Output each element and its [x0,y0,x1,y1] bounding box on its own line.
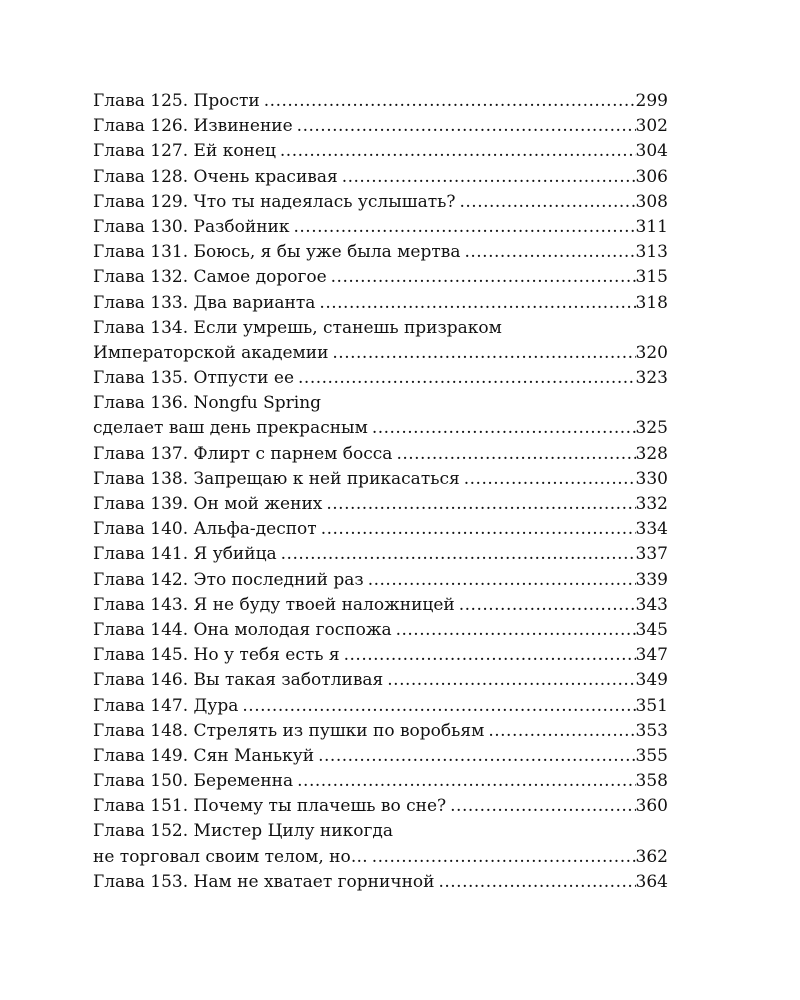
toc-line [93,568,668,593]
toc-entry [93,593,668,618]
toc-line [93,542,668,567]
toc-page-number: 320 [635,342,668,363]
toc-entry [93,643,668,668]
toc-line [93,442,668,467]
toc-page-number: 353 [635,720,668,741]
dot-leader [242,694,635,719]
toc-entry [93,316,668,366]
dot-leader [326,492,635,517]
toc-entry [93,719,668,744]
toc-entry-title: Глава 131. Боюсь, я бы уже была мертва [93,242,461,263]
toc-entry [93,668,668,693]
toc-entry [93,215,668,240]
toc-page-number: 302 [635,116,668,137]
toc-entry-title: Глава 151. Почему ты плачешь во сне? [93,796,447,817]
dot-leader [368,568,636,593]
toc-line [93,215,668,240]
toc-page-number: 355 [635,745,668,766]
toc-page-number: 349 [635,670,668,691]
toc-line [93,618,668,643]
toc-entry [93,190,668,215]
toc-entry [93,265,668,290]
toc-line [93,391,668,416]
dot-leader [297,114,636,139]
toc-entry [93,391,668,441]
dot-leader [297,769,635,794]
toc-entry-title: не торговал своим телом, но… [93,846,368,867]
toc-entry-title: Глава 143. Я не буду твоей наложницей [93,594,455,615]
toc-page-number: 360 [635,796,668,817]
toc-entry-title: Глава 133. Два варианта [93,292,316,313]
toc-entry-title: Глава 141. Я убийца [93,544,277,565]
dot-leader [387,668,635,693]
toc-line [93,114,668,139]
table-of-contents [93,89,668,895]
toc-line [93,744,668,769]
toc-entry-title: Глава 150. Беременна [93,771,294,792]
toc-entry [93,89,668,114]
toc-entry-title: Глава 138. Запрещаю к ней прикасаться [93,468,460,489]
toc-entry [93,819,668,869]
toc-line [93,366,668,391]
toc-page-number: 334 [635,519,668,540]
toc-entry-title: Глава 130. Разбойник [93,216,290,237]
toc-line [93,819,668,844]
toc-page-number: 330 [635,468,668,489]
toc-entry-title: Глава 152. Мистер Цилу никогда [93,821,393,842]
dot-leader [459,593,636,618]
toc-page-number: 306 [635,166,668,187]
toc-entry [93,165,668,190]
dot-leader [319,291,635,316]
toc-entry [93,291,668,316]
toc-line [93,265,668,290]
toc-line [93,190,668,215]
toc-line [93,694,668,719]
toc-line [93,291,668,316]
toc-line [93,719,668,744]
toc-entry-title: сделает ваш день прекрасным [93,418,368,439]
toc-page-number: 362 [635,846,668,867]
toc-line [93,139,668,164]
toc-entry [93,114,668,139]
toc-line [93,89,668,114]
dot-leader [298,366,636,391]
toc-line [93,643,668,668]
toc-page-number: 328 [635,443,668,464]
toc-entry-title: Глава 129. Что ты надеялась услышать? [93,191,456,212]
toc-page-number: 364 [635,871,668,892]
dot-leader [344,643,636,668]
toc-entry-title: Глава 147. Дура [93,695,239,716]
toc-entry [93,442,668,467]
toc-page-number: 339 [635,569,668,590]
dot-leader [321,517,636,542]
toc-entry [93,694,668,719]
toc-page-number: 345 [635,619,668,640]
toc-page-number: 351 [635,695,668,716]
toc-entry [93,769,668,794]
toc-entry-title: Глава 142. Это последний раз [93,569,364,590]
toc-page-number: 332 [635,494,668,514]
toc-entry-title: Глава 137. Флирт с парнем босса [93,443,393,464]
dot-leader [438,870,635,895]
toc-line [93,416,668,441]
dot-leader [294,215,636,240]
toc-line [93,492,668,517]
toc-entry-title: Глава 146. Вы такая заботливая [93,670,384,691]
toc-page-number: 343 [635,594,668,615]
toc-line [93,845,668,870]
toc-page-number: 299 [635,91,668,111]
toc-entry [93,542,668,567]
toc-page-number: 313 [635,242,668,263]
dot-leader [332,341,635,366]
toc-entry-title: Глава 135. Отпусти ее [93,368,295,389]
toc-page-number: 347 [635,645,668,666]
toc-line [93,240,668,265]
toc-page-number: 337 [635,544,668,565]
toc-line [93,467,668,492]
toc-entry-title: Глава 128. Очень красивая [93,166,338,187]
toc-page-number: 318 [635,292,668,313]
dot-leader [318,744,635,769]
toc-line [93,517,668,542]
toc-entry [93,366,668,391]
toc-page-number: 358 [635,771,668,792]
toc-entry [93,618,668,643]
toc-page-number: 325 [635,418,668,439]
toc-entry [93,467,668,492]
toc-entry-title: Глава 126. Извинение [93,116,293,137]
toc-entry-title: Глава 132. Самое дорогое [93,267,327,288]
dot-leader [396,618,636,643]
toc-entry-title: Глава 134. Если умрешь, станешь призраком [93,317,502,338]
dot-leader [464,240,635,265]
toc-line [93,794,668,819]
toc-entry [93,870,668,895]
dot-leader [464,467,636,492]
dot-leader [281,542,636,567]
dot-leader [264,89,636,114]
toc-page-number: 323 [635,368,668,389]
toc-page-number: 315 [635,267,668,288]
toc-entry-title: Глава 149. Сян Манькуй [93,745,315,766]
dot-leader [280,139,636,164]
toc-entry-title: Глава 153. Нам не хватает горничной [93,871,435,892]
toc-entry-title: Глава 125. Прости [93,91,260,111]
toc-entry [93,492,668,517]
toc-entry [93,517,668,542]
toc-entry-title: Императорской академии [93,342,329,363]
toc-entry-title: Глава 136. Nongfu Spring [93,393,322,414]
toc-line [93,769,668,794]
toc-page-number: 304 [635,141,668,162]
toc-entry [93,568,668,593]
dot-leader [459,190,635,215]
toc-line [93,668,668,693]
dot-leader [331,265,636,290]
toc-entry-title: Глава 145. Но у тебя есть я [93,645,340,666]
toc-line [93,870,668,895]
toc-entry-title: Глава 127. Ей конец [93,141,276,162]
toc-line [93,165,668,190]
toc-page-number: 311 [635,216,668,237]
toc-line [93,593,668,618]
toc-entry-title: Глава 144. Она молодая госпожа [93,619,392,640]
dot-leader [396,442,635,467]
toc-entry-title: Глава 148. Стрелять из пушки по воробьям [93,720,485,741]
toc-entry [93,139,668,164]
dot-leader [450,794,635,819]
toc-page-number: 308 [635,191,668,212]
dot-leader [372,416,636,441]
dot-leader [372,845,636,870]
toc-entry-title: Глава 139. Он мой жених [93,494,323,514]
toc-entry [93,744,668,769]
toc-line [93,316,668,341]
toc-line [93,341,668,366]
dot-leader [342,165,636,190]
toc-entry [93,794,668,819]
dot-leader [488,719,635,744]
toc-entry-title: Глава 140. Альфа-деспот [93,519,317,540]
toc-entry [93,240,668,265]
